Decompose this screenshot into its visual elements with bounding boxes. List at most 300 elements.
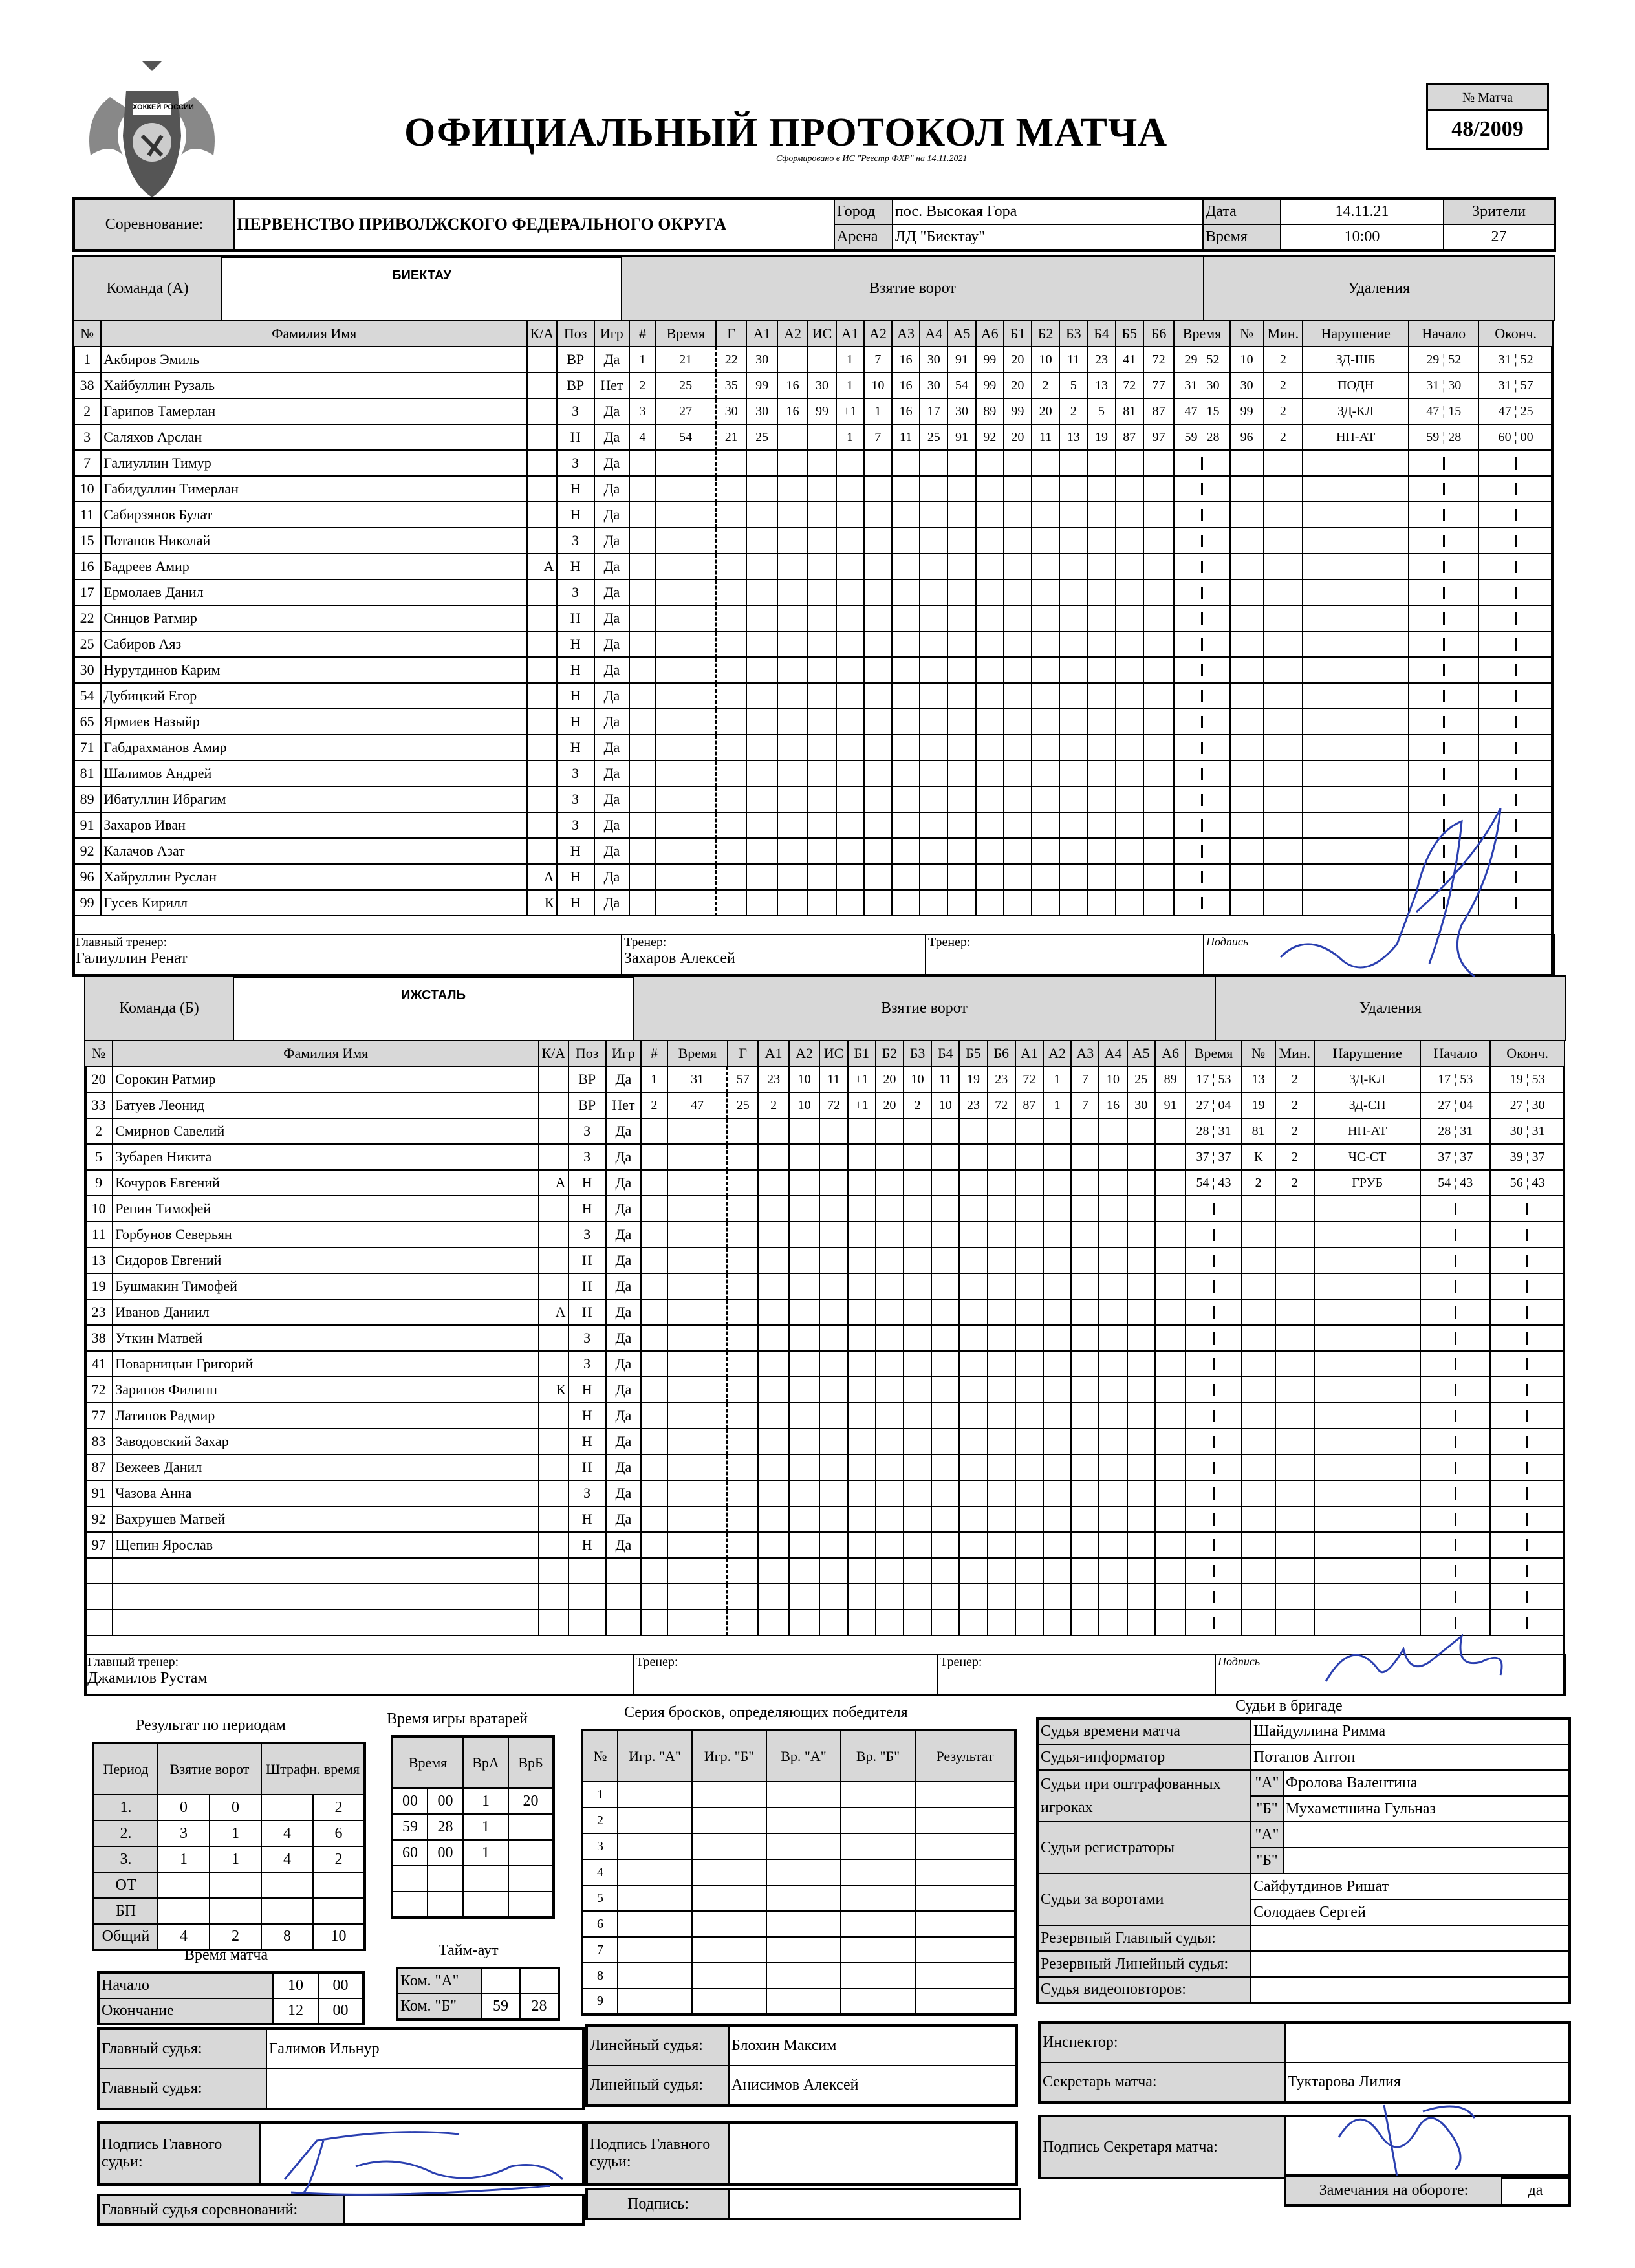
team_a-row: [73, 579, 1553, 605]
team_a-goal-cell: [920, 605, 947, 631]
team_a-row: [73, 528, 1553, 554]
team_b-row: [85, 1506, 1565, 1532]
main-ref-label-1: Главный судья:: [98, 2029, 266, 2069]
team_a-pen-cell: [1409, 554, 1478, 579]
team_b-pen-cell: [1490, 1222, 1565, 1247]
dash-sep: ¦: [1522, 1097, 1532, 1112]
team_a-goal-cell: [746, 683, 777, 709]
team_a-goal-cell: [1059, 864, 1087, 890]
team_a-header-band: [72, 255, 1555, 321]
team_a-goal-cell: 99: [976, 373, 1004, 398]
team_b-goal-cell: [876, 1325, 904, 1351]
team_a-goal-cell: [864, 864, 892, 890]
shootout-cell: [618, 1963, 692, 1989]
team_a-goal-cell: [920, 890, 947, 916]
team_b-pen-val: 43: [1532, 1175, 1545, 1190]
team_a-goal-cell: 91: [947, 424, 975, 450]
team_a-goal-cell: [1059, 476, 1087, 502]
team_a-head-coach-label: Главный тренер:: [76, 935, 168, 949]
team_b-player-ka: А: [539, 1170, 568, 1196]
team_b-player-pos: ВР: [568, 1066, 606, 1092]
team_a-goal-cell: [1087, 528, 1115, 554]
team_a-goal-cell: [920, 812, 947, 838]
team_a-pen-val: 60: [1498, 429, 1511, 444]
competition-ref-label: Главный судья соревнований:: [98, 2195, 344, 2225]
team_a-goal-cell: 3: [629, 398, 656, 424]
team_b-player-played: Да: [606, 1454, 641, 1480]
team_a-player-played: Да: [594, 502, 629, 528]
team_a-goal-cell: [1116, 554, 1143, 579]
team_a-player-name: Бадреев Амир: [101, 554, 527, 579]
team_a-goal-cell: [947, 683, 975, 709]
team_a-pen-cell: [1230, 812, 1264, 838]
team_a-player-name: Нурутдинов Карим: [101, 657, 527, 683]
period-pa: 4: [261, 1820, 313, 1846]
team_a-goal-cell: [1116, 735, 1143, 761]
team_a-goal-cell: [1004, 502, 1032, 528]
team_b-pen-cell: [1186, 1480, 1241, 1506]
team_a-goal-cell: [1004, 476, 1032, 502]
team_b-goal-cell: [1099, 1558, 1127, 1584]
team_b-goal-cell: [1071, 1429, 1099, 1454]
team_a-goal-cell: [629, 683, 656, 709]
team_a-goal-cell: [976, 476, 1004, 502]
team_a-pen-cell: [1230, 502, 1264, 528]
team_b-goal-cell: [1015, 1273, 1043, 1299]
team_b-row: [85, 1170, 1565, 1196]
shootout-row: [582, 1911, 1015, 1937]
team_b-player-pos: Н: [568, 1403, 606, 1429]
team_b-row: [85, 1066, 1565, 1092]
team_b-goal-col-1: Время: [667, 1041, 728, 1066]
team_a-goal-cell: [656, 838, 716, 864]
secretary: Туктарова Лилия: [1285, 2062, 1570, 2102]
team_b-player-no: 2: [85, 1118, 113, 1144]
team_b-row: [85, 1273, 1565, 1299]
team_b-goal-cell: [641, 1144, 667, 1170]
team_b-goal-cell: [667, 1273, 728, 1299]
team_a-pen-cell: [1478, 579, 1553, 605]
team_a-player-no: 22: [73, 605, 101, 631]
team_b-goal-cell: [1099, 1299, 1127, 1325]
shootout-no: 6: [582, 1911, 618, 1937]
team_a-goal-cell: [1059, 554, 1087, 579]
goalie-cell: [392, 1866, 428, 1892]
team_b-goal-cell: [959, 1506, 987, 1532]
team_b-pen-cell: [1275, 1584, 1314, 1610]
team_b-goal-cell: [848, 1377, 876, 1403]
team_b-pen-cell: [1490, 1325, 1565, 1351]
team_b-goal-cell: [1015, 1196, 1043, 1222]
team_a-goal-cell: [1032, 812, 1059, 838]
team_a-pen-cell: [1230, 683, 1264, 709]
team_a-player-no: 54: [73, 683, 101, 709]
team_b-goal-cell: [931, 1558, 959, 1584]
team_b-goal-cell: [1099, 1584, 1127, 1610]
team_b-goal-cell: [959, 1118, 987, 1144]
team_b-goal-cell: [728, 1506, 759, 1532]
goalie-cell: [508, 1866, 554, 1892]
team_a-player-no: 11: [73, 502, 101, 528]
team_a-pen-col-0: Время: [1174, 321, 1229, 347]
team_a-player-pos: Н: [557, 735, 594, 761]
team_a-goal-cell: 54: [947, 373, 975, 398]
team_a-player-pos: Н: [557, 605, 594, 631]
team_a-goal-cell: [947, 838, 975, 864]
team_a-goal-cell: 72: [1116, 373, 1143, 398]
team_a-goal-cell: [746, 838, 777, 864]
team_b-goal-cell: 16: [1099, 1092, 1127, 1118]
team_b-goal-cell: [1155, 1222, 1186, 1247]
team_a-player-name: Калачов Азат: [101, 838, 527, 864]
period-gb: 2: [210, 1924, 261, 1950]
team_a-goal-cell: [777, 657, 808, 683]
team_a-goal-cell: [1143, 631, 1175, 657]
shootout-cell: [618, 1808, 692, 1833]
team_a-goal-cell: [976, 812, 1004, 838]
team_b-goal-cell: [819, 1144, 847, 1170]
team_a-goal-cell: 4: [629, 424, 656, 450]
shootout-cell: [841, 1885, 915, 1911]
team_a-goal-cell: [808, 864, 836, 890]
team_a-goal-cell: [864, 683, 892, 709]
team_a-goal-cell: [976, 605, 1004, 631]
team_a-pen-val: 30: [1448, 378, 1462, 393]
team_b-row: [85, 1532, 1565, 1558]
team_a-pen-cell: [1409, 735, 1478, 761]
team_a-goal-cell: [746, 631, 777, 657]
team_a-goal-cell: [892, 476, 920, 502]
team_a-goal-cell: [777, 579, 808, 605]
team_b-goal-cell: [904, 1610, 931, 1636]
team_a-pen-cell: [1174, 864, 1229, 890]
shootout-cell: [692, 1782, 766, 1808]
team_b-goal-cell: [848, 1429, 876, 1454]
team_a-player-name: Потапов Николай: [101, 528, 527, 554]
shootout-row: [582, 1989, 1015, 2014]
team_a-goal-cell: [947, 864, 975, 890]
team_b-player-pos: Н: [568, 1506, 606, 1532]
team_b-goal-cell: [758, 1454, 789, 1480]
shootout-col: Игр. "Б": [692, 1730, 766, 1782]
team_a-player-pos: З: [557, 579, 594, 605]
team_b-goal-cell: [1127, 1403, 1155, 1429]
team_b-goal-cell: 25: [728, 1092, 759, 1118]
team_a-player-name: Сабирзянов Булат: [101, 502, 527, 528]
team_a-pen-cell: [1409, 347, 1478, 373]
team_a-goal-cell: [864, 528, 892, 554]
team_b-pen-val: 54: [1196, 1175, 1209, 1190]
team_a-goal-cell: [947, 761, 975, 786]
team_a-goal-cell: [716, 890, 747, 916]
team_a-player-played: Да: [594, 864, 629, 890]
team_b-goal-cell: [848, 1118, 876, 1144]
team_a-pen-cell: [1409, 709, 1478, 735]
team_a-goal-cell: [808, 605, 836, 631]
shootout-cell: [692, 1833, 766, 1859]
team_b-goal-cell: 19: [959, 1066, 987, 1092]
team_a-player-pos: Н: [557, 864, 594, 890]
team_b-pen-col-0: Время: [1186, 1041, 1241, 1066]
team_a-goal-cell: [1004, 812, 1032, 838]
shootout-cell: [841, 1989, 915, 2014]
team_b-goal-cell: [1071, 1144, 1099, 1170]
team_a-goal-cell: [1032, 450, 1059, 476]
team_b-goal-cell: [819, 1118, 847, 1144]
timeout-a-label: Ком. "А": [397, 1968, 481, 1994]
team_b-goal-cell: [876, 1558, 904, 1584]
team_b-goal-cell: 25: [1127, 1066, 1155, 1092]
team_b-player-played: Да: [606, 1506, 641, 1532]
team_b-goal-cell: 30: [1127, 1092, 1155, 1118]
team_a-goal-cell: [656, 476, 716, 502]
team_a-goal-cell: [777, 761, 808, 786]
team_b-player-no: 38: [85, 1325, 113, 1351]
team_a-goal-cell: [892, 864, 920, 890]
team_b-goal-cell: [848, 1273, 876, 1299]
timekeeper-label: Судья времени матча: [1037, 1718, 1251, 1744]
team_a-goal-cell: [629, 657, 656, 683]
period-row: [93, 1924, 365, 1950]
team_a-goal-cell: [1116, 761, 1143, 786]
period-ga: 0: [158, 1795, 210, 1820]
team_b-player-name: Репин Тимофей: [113, 1196, 539, 1222]
team_b-player-pos: [568, 1610, 606, 1636]
team_b-name: ИЖСТАЛЬ: [233, 976, 633, 1041]
arena-label: Арена: [834, 224, 893, 250]
team_b-player-name: Иванов Даниил: [113, 1299, 539, 1325]
team_a-goal-cell: [716, 657, 747, 683]
team_b-goal-cell: [1071, 1532, 1099, 1558]
team_b-goal-cell: [1099, 1377, 1127, 1403]
team_b-goal-col-9: Б4: [931, 1041, 959, 1066]
team_a-player-pos: З: [557, 398, 594, 424]
shootout-cell: [766, 1859, 841, 1885]
team_a-goal-cell: [746, 605, 777, 631]
team_a-pen-cell: [1230, 761, 1264, 786]
team_a-goal-cell: [629, 502, 656, 528]
team_a-goal-cell: [808, 786, 836, 812]
team_a-goal-cell: [656, 761, 716, 786]
team_a-goal-cell: 72: [1143, 347, 1175, 373]
team_a-goal-cell: [892, 528, 920, 554]
team_b-row: [85, 1480, 1565, 1506]
team_b-player-ka: [539, 1247, 568, 1273]
team_b-goal-cell: [667, 1454, 728, 1480]
team_b-goal-cell: [1071, 1454, 1099, 1480]
team_a-player-ka: [527, 502, 556, 528]
team_b-goal-cell: [789, 1196, 820, 1222]
team_b-goal-cell: [641, 1377, 667, 1403]
team_b-goal-cell: [789, 1273, 820, 1299]
team_b-goal-cell: [667, 1506, 728, 1532]
team_b-goal-cell: [959, 1532, 987, 1558]
team_b-goal-cell: +1: [848, 1092, 876, 1118]
team_b-goal-col-10: Б5: [959, 1041, 987, 1066]
team_b-pen-cell: [1314, 1196, 1420, 1222]
team_b-goal-cell: [758, 1351, 789, 1377]
team_a-goal-col-17: Б6: [1143, 321, 1175, 347]
team_b-goal-cell: [728, 1429, 759, 1454]
team_b-goal-cell: [758, 1429, 789, 1454]
timekeeper: Шайдуллина Римма: [1251, 1718, 1570, 1744]
team_b-goal-cell: [1099, 1144, 1127, 1170]
team_a-goal-cell: [629, 838, 656, 864]
notes-value: да: [1502, 2176, 1570, 2205]
team_b-goal-cell: [876, 1454, 904, 1480]
team_a-goal-cell: [777, 864, 808, 890]
match-number-label: № Матча: [1428, 85, 1547, 111]
team_b-pen-val: 28: [1196, 1123, 1209, 1138]
team_b-goal-cell: 1: [1043, 1092, 1071, 1118]
team_b-player-pos: Н: [568, 1196, 606, 1222]
goalie-cell: [428, 1866, 463, 1892]
team_b-pen-cell: [1242, 1299, 1275, 1325]
team_b-goal-cell: [988, 1480, 1015, 1506]
team_b-goal-cell: [904, 1584, 931, 1610]
team_b-player-played: Нет: [606, 1092, 641, 1118]
team_b-player-name: Горбунов Северьян: [113, 1222, 539, 1247]
team_a-goal-cell: [716, 476, 747, 502]
team_b-player-name: Кочуров Евгений: [113, 1170, 539, 1196]
team_b-goal-cell: [641, 1558, 667, 1584]
team_a-pen-cell: [1174, 812, 1229, 838]
reserve-main-label: Резервный Главный судья:: [1037, 1925, 1251, 1951]
team_b-goal-cell: [667, 1610, 728, 1636]
team_a-pen-cell: [1478, 554, 1553, 579]
team_a-goal-cell: 11: [1032, 424, 1059, 450]
team_a-row: [73, 735, 1553, 761]
team_b-goal-cell: [876, 1170, 904, 1196]
team_a-player-ka: [527, 347, 556, 373]
team_b-goal-col-7: Б2: [876, 1041, 904, 1066]
team_a-goal-cell: [1116, 812, 1143, 838]
team_a-player-ka: [527, 838, 556, 864]
team_b-goal-cell: 11: [819, 1066, 847, 1092]
team_b-pen-val: 28: [1438, 1123, 1451, 1138]
team_a-goal-cell: [920, 735, 947, 761]
team_b-goal-cell: 23: [758, 1066, 789, 1092]
team_a-goal-cell: [746, 502, 777, 528]
team_a-goal-cell: [836, 528, 864, 554]
period-ga: 1: [158, 1846, 210, 1872]
team_a-goal-cell: [947, 605, 975, 631]
team_b-goal-cell: [758, 1480, 789, 1506]
team_a-goal-cell: [920, 709, 947, 735]
team_a-goal-cell: [1116, 450, 1143, 476]
team_b-goal-cell: [819, 1610, 847, 1636]
dash-sep: ¦: [1197, 404, 1207, 418]
team_a-player-played: Да: [594, 631, 629, 657]
team_b-goal-cell: [988, 1325, 1015, 1351]
team_b-goal-cell: [931, 1610, 959, 1636]
team_b-goal-cell: 23: [988, 1066, 1015, 1092]
shootout-row: [582, 1859, 1015, 1885]
team_b-player-pos: З: [568, 1118, 606, 1144]
team_a-goal-cell: [1116, 631, 1143, 657]
team_a-row: [73, 373, 1553, 398]
team_b-goal-cell: [988, 1454, 1015, 1480]
team_b-player-pos: З: [568, 1222, 606, 1247]
officials-title: Судьи в бригаде: [1235, 1698, 1343, 1714]
team_b-goal-cell: [1099, 1247, 1127, 1273]
team_b-pen-cell: [1275, 1610, 1314, 1636]
team_a-goal-cell: [777, 450, 808, 476]
team_a-pen-val: 59: [1426, 429, 1440, 444]
team_a-pen-cell: [1264, 554, 1303, 579]
team_b-goal-cell: [789, 1325, 820, 1351]
team_b-goal-cell: [789, 1454, 820, 1480]
inspector-label: Инспектор:: [1039, 2022, 1285, 2062]
team_a-goal-cell: [1032, 683, 1059, 709]
team_b-player-played: Да: [606, 1351, 641, 1377]
team_a-goal-cell: [1059, 786, 1087, 812]
period-pa: [261, 1872, 313, 1898]
team_a-goal-cell: 92: [976, 424, 1004, 450]
team_b-player-no: 13: [85, 1247, 113, 1273]
goalie-cell: 1: [463, 1840, 508, 1866]
team_b-goal-cell: [1155, 1170, 1186, 1196]
team_a-goal-cell: [892, 657, 920, 683]
team_a-goals-title: Взятие ворот: [622, 256, 1204, 321]
team_b-goal-cell: [789, 1247, 820, 1273]
team_a-player-no: 7: [73, 450, 101, 476]
timeout-b-m: 59: [481, 1994, 520, 2020]
team_a-goal-cell: [1059, 735, 1087, 761]
team_a-goal-cell: [976, 838, 1004, 864]
team_b-pen-val: 30: [1510, 1123, 1523, 1138]
match-number: 48/2009: [1451, 117, 1524, 141]
period-pb: 2: [313, 1846, 365, 1872]
team_b-player-pos: З: [568, 1480, 606, 1506]
team_b-player-ka: [539, 1610, 568, 1636]
team_a-player-no: 1: [73, 347, 101, 373]
team_b-pen-cell: [1420, 1584, 1490, 1610]
team_a-pen-col-2: Мин.: [1264, 321, 1303, 347]
team_b-goal-cell: [1071, 1170, 1099, 1196]
team_a-pen-cell: [1264, 605, 1303, 631]
team_a-goal-cell: 22: [716, 347, 747, 373]
team_a-pen-cell: [1174, 476, 1229, 502]
team_b-goal-cell: [758, 1196, 789, 1222]
team_a-player-ka: [527, 761, 556, 786]
team_a-goal-cell: 16: [777, 373, 808, 398]
team_b-goal-cell: [876, 1351, 904, 1377]
team_a-goal-cell: [976, 502, 1004, 528]
team_b-pen-cell: 2: [1242, 1170, 1275, 1196]
team_b-goal-cell: [1015, 1610, 1043, 1636]
team_b-goal-cell: [876, 1584, 904, 1610]
team_a-goal-cell: 23: [1087, 347, 1115, 373]
team_a-goal-cell: [777, 631, 808, 657]
match-start-h: 10: [273, 1972, 318, 1998]
goalie-cell: 00: [392, 1788, 428, 1814]
team_a-goal-cell: [864, 838, 892, 864]
team_b-pen-cell: [1186, 1558, 1241, 1584]
team_b-goal-col-4: А2: [789, 1041, 820, 1066]
team-b-block: [84, 975, 1565, 1696]
team_b-player-played: [606, 1610, 641, 1636]
dash-sep: ¦: [1451, 1123, 1460, 1138]
team_a-pen-val: 29: [1184, 352, 1198, 367]
team_b-player-ka: [539, 1273, 568, 1299]
team_b-pen-val: 37: [1532, 1149, 1545, 1164]
team_b-goal-cell: [1155, 1247, 1186, 1273]
period-name: 3.: [93, 1846, 158, 1872]
team_a-goal-cell: [892, 890, 920, 916]
team_b-pen-col-4: Начало: [1420, 1041, 1490, 1066]
team_b-pen-val: 31: [1218, 1123, 1231, 1138]
